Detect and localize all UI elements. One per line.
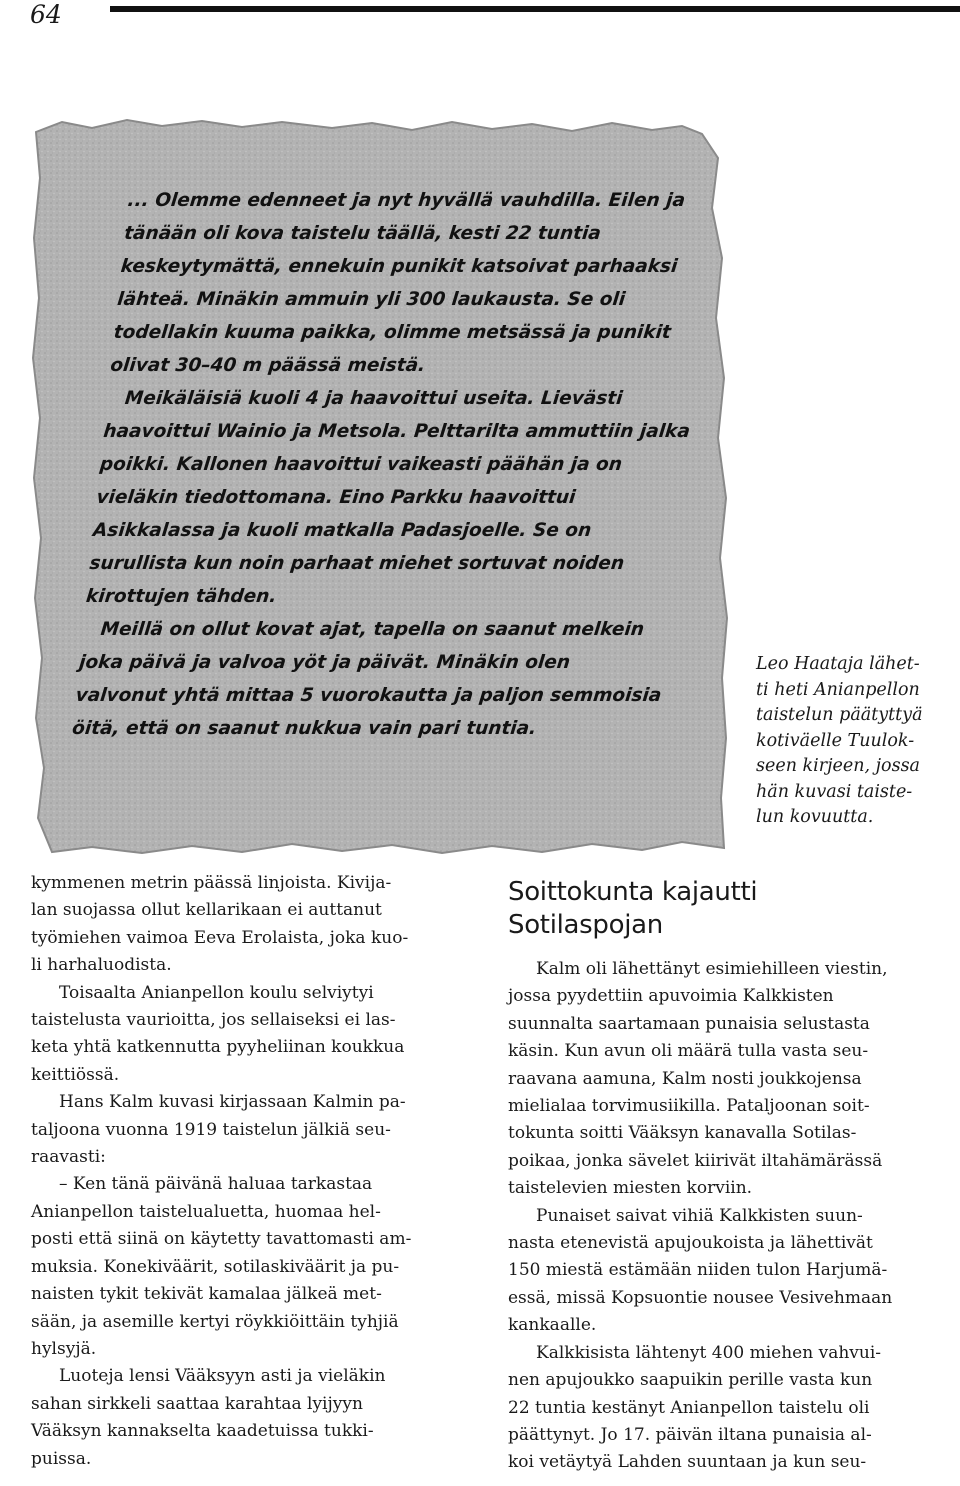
text-line: sään, ja asemille kertyi röykkiöittäin tyhjiä [31,1311,399,1332]
text-line: muksia. Konekiväärit, sotilaskiväärit ja pu- [31,1256,400,1277]
text-line: essä, missä Kopsuontie nousee Vesivehmaan [508,1287,893,1308]
left-text-column [31,870,451,1473]
text-line: 150 miestä estämään niiden tulon Harjumä- [508,1260,888,1281]
caption-line: lun kovuutta. [756,807,874,827]
text-line: raavasti: [31,1147,106,1168]
text-line: Hans Kalm kuvasi kirjassaan Kalmin pa- [59,1092,406,1113]
text-line: kankaalle. [508,1315,597,1336]
text-line: naisten tykit tekivät kamalaa jälkeä met- [31,1284,382,1305]
text-line: Luoteja lensi Vääksyyn asti ja vieläkin [59,1366,386,1387]
caption-line: taistelun päätyttyä [756,705,923,725]
letter-line: ... Olemme edenneet ja nyt hyvällä vauhdilla. Eilen ja [126,190,687,211]
text-line: käsin. Kun avun oli määrä tulla vasta seu- [508,1041,869,1062]
header-rule [110,6,960,12]
letter-line: kirottujen tähden. [85,586,278,607]
text-line: koi vetäytyä Lahden suuntaan ja kun seu- [508,1452,867,1473]
caption-line: ti heti Anianpellon [756,679,920,700]
text-line: raavana aamuna, Kalm nosti joukkojensa [508,1068,862,1089]
letter-line: olivat 30–40 m päässä meistä. [109,355,427,376]
text-line: keta yhtä katkennutta pyyheliinan koukkua [31,1037,405,1058]
letter-line: surullista kun noin parhaat miehet sortuvat noiden [88,553,626,574]
text-line: sahan sirkkeli saattaa karahtaa lyijyyn [31,1393,363,1414]
text-line: Anianpellon taistelualuetta, huomaa hel- [31,1201,381,1222]
text-line: posti että siinä on käytetty tavattomasti am- [31,1229,412,1250]
text-line: päättynyt. Jo 17. päivän iltana punaisia al- [508,1424,872,1445]
caption-line: kotiväelle Tuulok- [756,730,915,751]
letter-line: Asikkalassa ja kuoli matkalla Padasjoelle. Se on [91,520,593,541]
text-line: – Ken tänä päivänä haluaa tarkastaa [59,1174,373,1195]
handwritten-letter [71,184,690,745]
text-line: suunnalta saartamaan punaisia selustasta [508,1013,870,1034]
letter-line: tänään oli kova taistelu täällä, kesti 22 tuntia [123,223,602,244]
text-line: Vääksyn kannakselta kaadetuissa tukki- [31,1421,374,1442]
caption-line: hän kuvasi taiste- [756,781,913,802]
text-line: tokunta soitti Vääksyn kanavalla Sotilas- [508,1123,857,1144]
text-line: Kalm oli lähettänyt esimiehilleen viestin, [536,959,888,979]
letter-line: Meillä on ollut kovat ajat, tapella on saanut melkein [99,619,646,640]
page-number: 64 [30,0,62,29]
text-line: Punaiset saivat vihiä Kalkkisten suun- [536,1205,863,1226]
section-heading-line: Soittokunta kajautti [508,877,758,907]
letter-line: todellakin kuuma paikka, olimme metsässä ja punikit [112,322,672,343]
text-line: mielialaa torvimusiikilla. Pataljoonan soit- [508,1096,870,1117]
letter-line: vieläkin tiedottomana. Eino Parkku haavoittui [95,487,577,508]
text-line: poikaa, jonka sävelet kiirivät iltahämärässä [508,1150,883,1171]
section-heading-line: Sotilaspojan [508,910,663,940]
letter-line: joka päivä ja valvoa yöt ja päivät. Minäkin olen [78,652,572,673]
text-line: taistelusta vaurioitta, jos sellaiseksi ei las- [31,1010,396,1031]
text-line: li harhaluodista. [31,955,172,976]
text-line: puissa. [31,1448,92,1469]
text-line: työmiehen vaimoa Eeva Erolaista, joka kuo- [31,927,409,948]
caption-line: Leo Haataja lähet- [756,654,920,674]
text-line: lan suojassa ollut kellarikaan ei auttanut [31,900,382,921]
text-line: nen apujoukko saapuikin perille vasta kun [508,1370,873,1391]
text-line: taljoona vuonna 1919 taistelun jälkiä seu- [31,1119,391,1140]
text-line: Kalkkisista lähtenyt 400 miehen vahvui- [536,1342,882,1363]
letter-line: lähteä. Minäkin ammuin yli 300 laukausta. Se oli [116,289,627,310]
text-line: jossa pyydettiin apuvoimia Kalkkisten [508,986,834,1007]
right-text-column [508,956,953,1477]
letter-line: valvonut yhtä mittaa 5 vuorokautta ja paljon semmoisia [74,685,663,706]
letter-line: öitä, että on saanut nukkua vain pari tuntia. [71,718,538,739]
text-line: nasta etenevistä apujoukoista ja lähettivät [508,1233,873,1254]
section-heading [508,876,948,942]
letter-line: Meikäläisiä kuoli 4 ja haavoittui useita. Lievästi [123,388,624,409]
text-line: hylsyjä. [31,1338,97,1359]
letter-line: keskeytymättä, ennekuin punikit katsoivat parhaaksi [119,256,679,277]
text-line: kymmenen metrin päässä linjoista. Kivija- [31,873,392,893]
letter-line: poikki. Kallonen haavoittui vaikeasti päähän ja on [98,454,624,475]
caption-line: seen kirjeen, jossa [756,756,920,776]
text-line: Toisaalta Anianpellon koulu selviytyi [59,982,374,1003]
text-line: 22 tuntia kestänyt Anianpellon taistelu oli [508,1397,870,1418]
image-caption [756,652,956,831]
letter-line: haavoittui Wainio ja Metsola. Pelttarilta ammuttiin jalka [102,421,692,442]
text-line: keittiössä. [31,1064,120,1085]
text-line: taistelevien miesten korviin. [508,1178,753,1199]
